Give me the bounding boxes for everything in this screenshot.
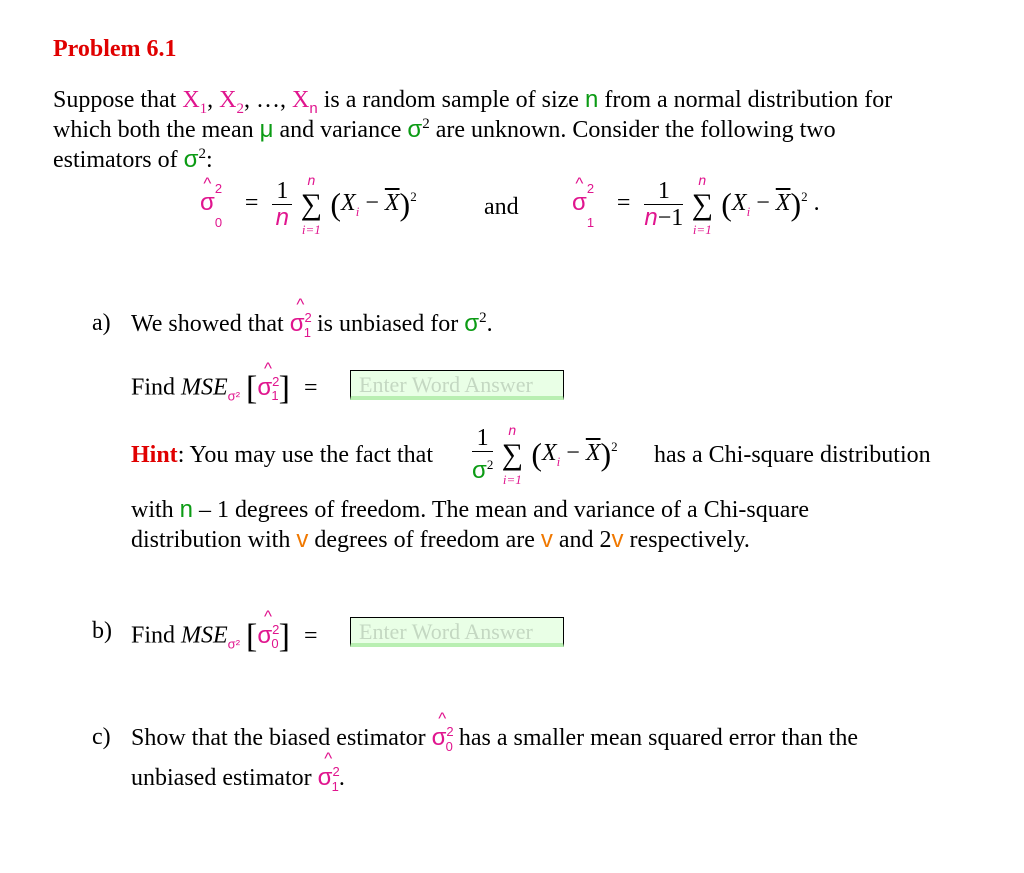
answer-field-a[interactable]: Enter Word Answer bbox=[350, 370, 564, 400]
intro-line-3: estimators of $\sigma^2$: bbox=[53, 146, 213, 173]
intro-line-2: which both the mean μ and variance $\sigma^2$ are unknown. Consider the following two bbox=[53, 116, 836, 143]
estimator-1-formula: ^ σ 2 1 = $\frac{1}{n-1}$ ∑ n i=1 $(X_i - \overline{X})^2$ . bbox=[572, 178, 820, 238]
hint-line-2: with n – 1 degrees of freedom. The mean and variance of a Chi-square bbox=[131, 496, 809, 523]
sigma-hat-1-squared: ^ σ 2 1 bbox=[572, 189, 587, 217]
estimator-0-formula: ^ σ 2 0 = $\frac{1}{n}$ ∑ n i=1 $(X_i - \overline{X})^2$ bbox=[200, 178, 417, 238]
hint-line-1: Hint: You may use the fact that bbox=[131, 442, 433, 468]
hint-line-3: distribution with v degrees of freedom are v and 2v respectively. bbox=[131, 526, 750, 553]
hint-formula: $\frac{1}{\sigma^2}$ ∑ n i=1 $(X_i - \overline{X})^2$ bbox=[472, 421, 618, 487]
part-a-text: We showed that ^ $\sigma^2_1$ is unbiased for $\sigma^2$. bbox=[131, 310, 493, 340]
part-c-line-2: unbiased estimator ^ $\sigma^2_1$. bbox=[131, 764, 345, 794]
hint-line-1-end: has a Chi-square distribution bbox=[654, 442, 931, 468]
and-label: and bbox=[484, 194, 519, 220]
part-a-find: Find $MSE_{\sigma^2}$ [^ $\sigma^2_1$] = bbox=[131, 370, 318, 408]
part-b-find: Find $MSE_{\sigma^2}$ [^ $\sigma^2_0$] = bbox=[131, 618, 318, 656]
part-b-label: b) bbox=[92, 618, 112, 644]
part-c-label: c) bbox=[92, 724, 111, 750]
answer-field-b[interactable]: Enter Word Answer bbox=[350, 617, 564, 647]
intro-line-1: Suppose that $X_1$, $X_2$, …, $X_n$ is a random sample of size n from a normal distribution for bbox=[53, 86, 893, 117]
part-c-line-1: Show that the biased estimator ^ $\sigma^2_0$ has a smaller mean squared error than the bbox=[131, 724, 858, 754]
part-a-label: a) bbox=[92, 310, 111, 336]
sigma-hat-0-squared: ^ σ 2 0 bbox=[200, 189, 215, 217]
problem-title: Problem 6.1 bbox=[53, 36, 177, 62]
